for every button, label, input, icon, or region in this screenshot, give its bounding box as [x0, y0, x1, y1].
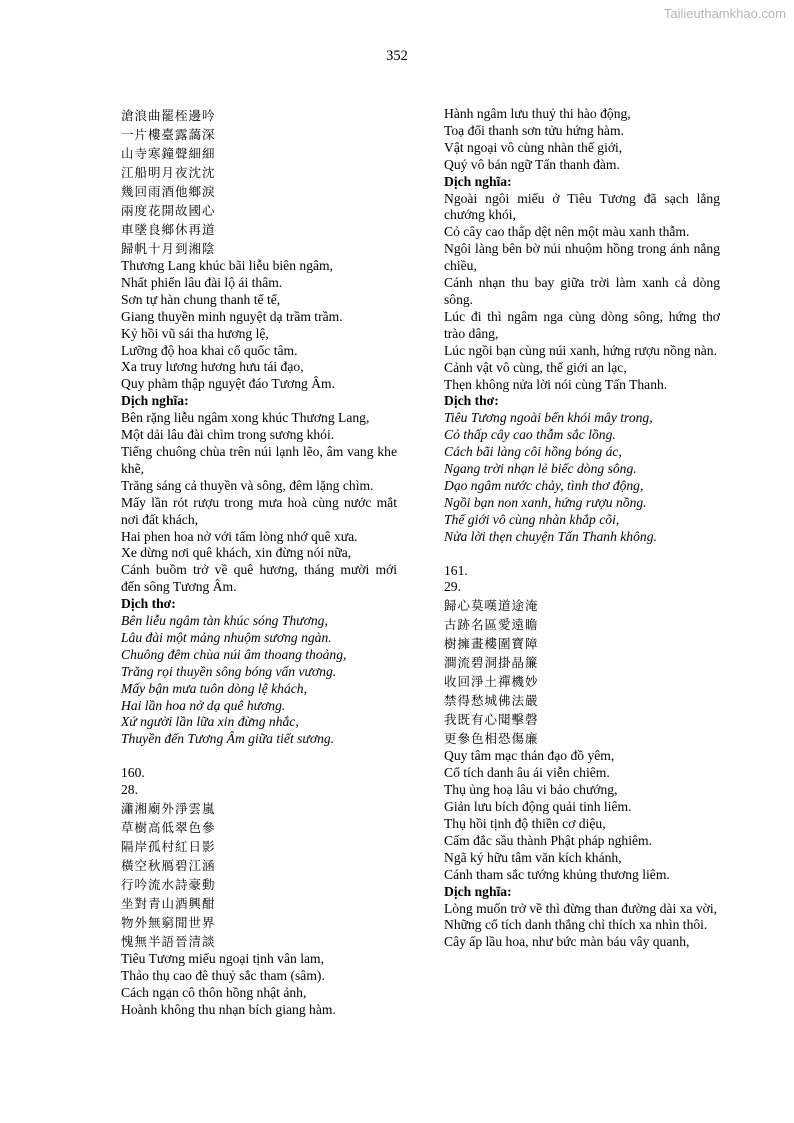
right-column [444, 106, 720, 951]
translated-verse-line: Lâu đài một mảng nhuộm sương ngàn. [121, 629, 332, 645]
han-verse-line: 物外無窮閒世界 [121, 915, 216, 931]
text-line: Cánh buồm trở về quê hương, tháng mười mới đến sông Tương Âm. [121, 562, 397, 595]
han-verse-line: 行吟流水詩豪動 [121, 877, 216, 893]
han-verse-line: 澗流碧洞掛晶簾 [444, 655, 539, 671]
text-line: Mấy lần rót rượu trong mưa hoà cùng nước mắt nơi đất khách, [121, 494, 397, 527]
han-verse-line: 江船明月夜沈沈 [121, 165, 216, 180]
text-line: Ngã ký hữu tâm văn kích khánh, [444, 849, 622, 865]
han-verse-line: 橫空秋鴈碧江涵 [121, 858, 216, 874]
han-verse-line: 隔岸孤村紅日影 [121, 839, 216, 855]
translated-verse-line: Thế giới vô cùng nhàn khắp cõi, [444, 511, 620, 527]
text-line: Ngoài ngôi miếu ở Tiêu Tương đã sạch lẳng chướng khói, [444, 190, 720, 223]
section-heading: Dịch nghĩa: [444, 173, 512, 189]
text-line: Xe dừng nơi quê khách, xin đừng nói nữa, [121, 545, 352, 561]
translated-verse-line: Hai lần hoa nở dạ quê hương. [121, 697, 286, 713]
han-verse-line: 山寺寒鐘聲細細 [121, 146, 216, 161]
text-line: Hai phen hoa nở với tấm lòng nhớ quê xưa. [121, 528, 358, 544]
translated-verse-line: Ngang trời nhạn lẻ biếc dòng sông. [444, 461, 637, 477]
text-line: Quy tâm mạc thán đạo đồ yêm, [444, 748, 615, 764]
han-verse-line: 古跡名區愛遠瞻 [444, 617, 539, 633]
section-heading: Dịch nghĩa: [121, 393, 189, 409]
translated-verse-line: Dạo ngâm nước chảy, tình thơ động, [444, 477, 644, 493]
text-line: Tiếng chuông chùa trên núi lạnh lẽo, âm vang khe khẽ, [121, 443, 397, 476]
watermark-text: Tailieuthamkhao.com [663, 6, 786, 21]
text-line: 28. [121, 782, 138, 798]
text-line: 29. [444, 579, 461, 595]
han-verse-line: 兩度花開故國心 [121, 203, 216, 218]
text-line: Giang thuyền minh nguyệt dạ trầm trầm. [121, 308, 343, 324]
text-line: Quy phàm thập nguyệt đáo Tương Âm. [121, 376, 336, 392]
text-line: Một dải lâu đài chìm trong sương khói. [121, 427, 335, 443]
text-line: Tiêu Tương miếu ngoại tịnh vân lam, [121, 951, 324, 967]
text-line: Cây ấp lầu hoa, như bức màn báu vây quanh, [444, 934, 690, 950]
text-line: Cấm đắc sầu thành Phật pháp nghiêm. [444, 832, 653, 848]
text-line: 161. [444, 562, 468, 578]
text-line: Cổ tích danh âu ái viễn chiêm. [444, 765, 610, 781]
page-number: 352 [386, 48, 408, 64]
left-column [121, 106, 397, 1019]
text-line: Thương Lang khúc bãi liễu biên ngâm, [121, 258, 333, 273]
han-verse-line: 禁得愁城佛法嚴 [444, 693, 539, 709]
han-verse-line: 我既有心聞擊磬 [444, 712, 539, 728]
translated-verse-line: Chuông đêm chùa núi âm thoang thoảng, [121, 646, 347, 662]
section-heading: Dịch thơ: [121, 596, 176, 612]
text-line: Giản lưu bích động quải tinh liêm. [444, 799, 632, 815]
text-line: Nhất phiến lâu đài lộ ái thâm. [121, 274, 283, 290]
han-verse-line: 樹擁畫樓圍寶障 [444, 636, 539, 652]
text-line: Sơn tự hàn chung thanh tế tế, [121, 291, 281, 307]
han-verse-line: 草樹高低翠色參 [121, 820, 216, 836]
translated-verse-line: Cỏ thấp cây cao thẫm sắc lồng. [444, 427, 616, 443]
translated-verse-line: Tiêu Tương ngoài bến khói mây trong, [444, 410, 653, 426]
han-verse-line: 幾回雨酒他鄉淚 [121, 184, 216, 199]
translated-verse-line: Trăng rọi thuyền sông bóng vấn vương. [121, 663, 337, 679]
text-line: Lòng muốn trở về thì đừng than đường dài xa vời, [444, 900, 718, 916]
text-line: Bên rặng liễu ngâm xong khúc Thương Lang, [121, 410, 370, 426]
text-line: Thụ hồi tịnh độ thiền cơ diệu, [444, 816, 606, 831]
han-verse-line: 愧無半語晉清談 [121, 934, 216, 950]
han-verse-line: 收回淨土禪機妙 [444, 674, 539, 690]
text-line: Hành ngâm lưu thuỷ thi hào động, [444, 106, 631, 121]
text-line: Hoành không thu nhạn bích giang hàm. [121, 1001, 336, 1017]
text-line: Thẹn không nửa lời nói cùng Tấn Thanh. [444, 376, 668, 392]
text-line: Những cổ tích danh thắng chỉ thích xa nhìn thôi. [444, 917, 708, 933]
han-verse-line: 歸帆十月到湘陰 [121, 241, 216, 256]
text-line: Cỏ cây cao thấp dệt nên một màu xanh thẫm. [444, 224, 690, 240]
text-line: Cảnh vật vô cùng, thế giới an lạc, [444, 359, 627, 375]
text-line: Quý vô bán ngữ Tấn thanh đàm. [444, 156, 620, 172]
text-line: Toạ đối thanh sơn tửu hứng hàm. [444, 122, 624, 138]
text-line: Xa truy lương hương hưu tái đạo, [121, 359, 304, 375]
section-heading: Dịch thơ: [444, 393, 499, 409]
han-verse-line: 一片樓臺露藹深 [121, 127, 216, 142]
text-line: Lúc ngồi bạn cùng núi xanh, hứng rượu nồng nàn. [444, 342, 717, 358]
text-line: 160. [121, 765, 145, 781]
translated-verse-line: Nửa lời thẹn chuyện Tấn Thanh không. [444, 528, 657, 544]
translated-verse-line: Bên liễu ngâm tàn khúc sóng Thương, [121, 613, 328, 629]
text-line: Trăng sáng cả thuyền và sông, đêm lặng chìm. [121, 477, 374, 493]
translated-verse-line: Thuyền đến Tương Âm giữa tiết sương. [121, 731, 335, 747]
text-line: Kỷ hồi vũ sái tha hương lệ, [121, 325, 269, 341]
text-line: Thảo thụ cao đê thuỷ sắc tham (sâm). [121, 968, 325, 983]
text-line: Cách ngạn cô thôn hồng nhật ảnh, [121, 984, 307, 1000]
han-verse-line: 瀟湘廟外淨雲嵐 [121, 801, 216, 817]
section-heading: Dịch nghĩa: [444, 883, 512, 899]
han-verse-line: 坐對青山酒興酣 [121, 896, 216, 912]
text-line: Lúc đi thì ngâm nga cùng dòng sông, hứng thơ trào dâng, [444, 308, 720, 341]
han-verse-line: 歸心莫嘆道途淹 [444, 598, 539, 614]
translated-verse-line: Xứ người lần lữa xin đừng nhắc, [121, 714, 299, 730]
han-verse-line: 滄浪曲罷桎邊吟 [121, 108, 216, 123]
translated-verse-line: Cách bãi làng côi hồng bóng ác, [444, 444, 622, 460]
text-line: Ngôi làng bên bờ núi nhuộm hồng trong ánh nắng chiều, [444, 241, 720, 274]
spacer [444, 546, 720, 563]
han-verse-line: 更參色相恐傷廉 [444, 731, 539, 747]
translated-verse-line: Mấy bận mưa tuôn dòng lệ khách, [121, 680, 307, 696]
text-line: Lưỡng độ hoa khai cố quốc tâm. [121, 342, 298, 358]
spacer [121, 748, 397, 765]
han-verse-line: 車墜良鄉休再道 [121, 222, 216, 237]
text-line: Cánh tham sắc tướng khủng thương liêm. [444, 866, 670, 882]
translated-verse-line: Ngồi bạn non xanh, hứng rượu nồng. [444, 494, 647, 510]
text-line: Thụ ủng hoạ lâu vi bảo chướng, [444, 782, 618, 798]
text-line: Cánh nhạn thu bay giữa trời làm xanh cả dòng sông. [444, 275, 720, 307]
text-line: Vật ngoại vô cùng nhàn thế giới, [444, 139, 623, 155]
